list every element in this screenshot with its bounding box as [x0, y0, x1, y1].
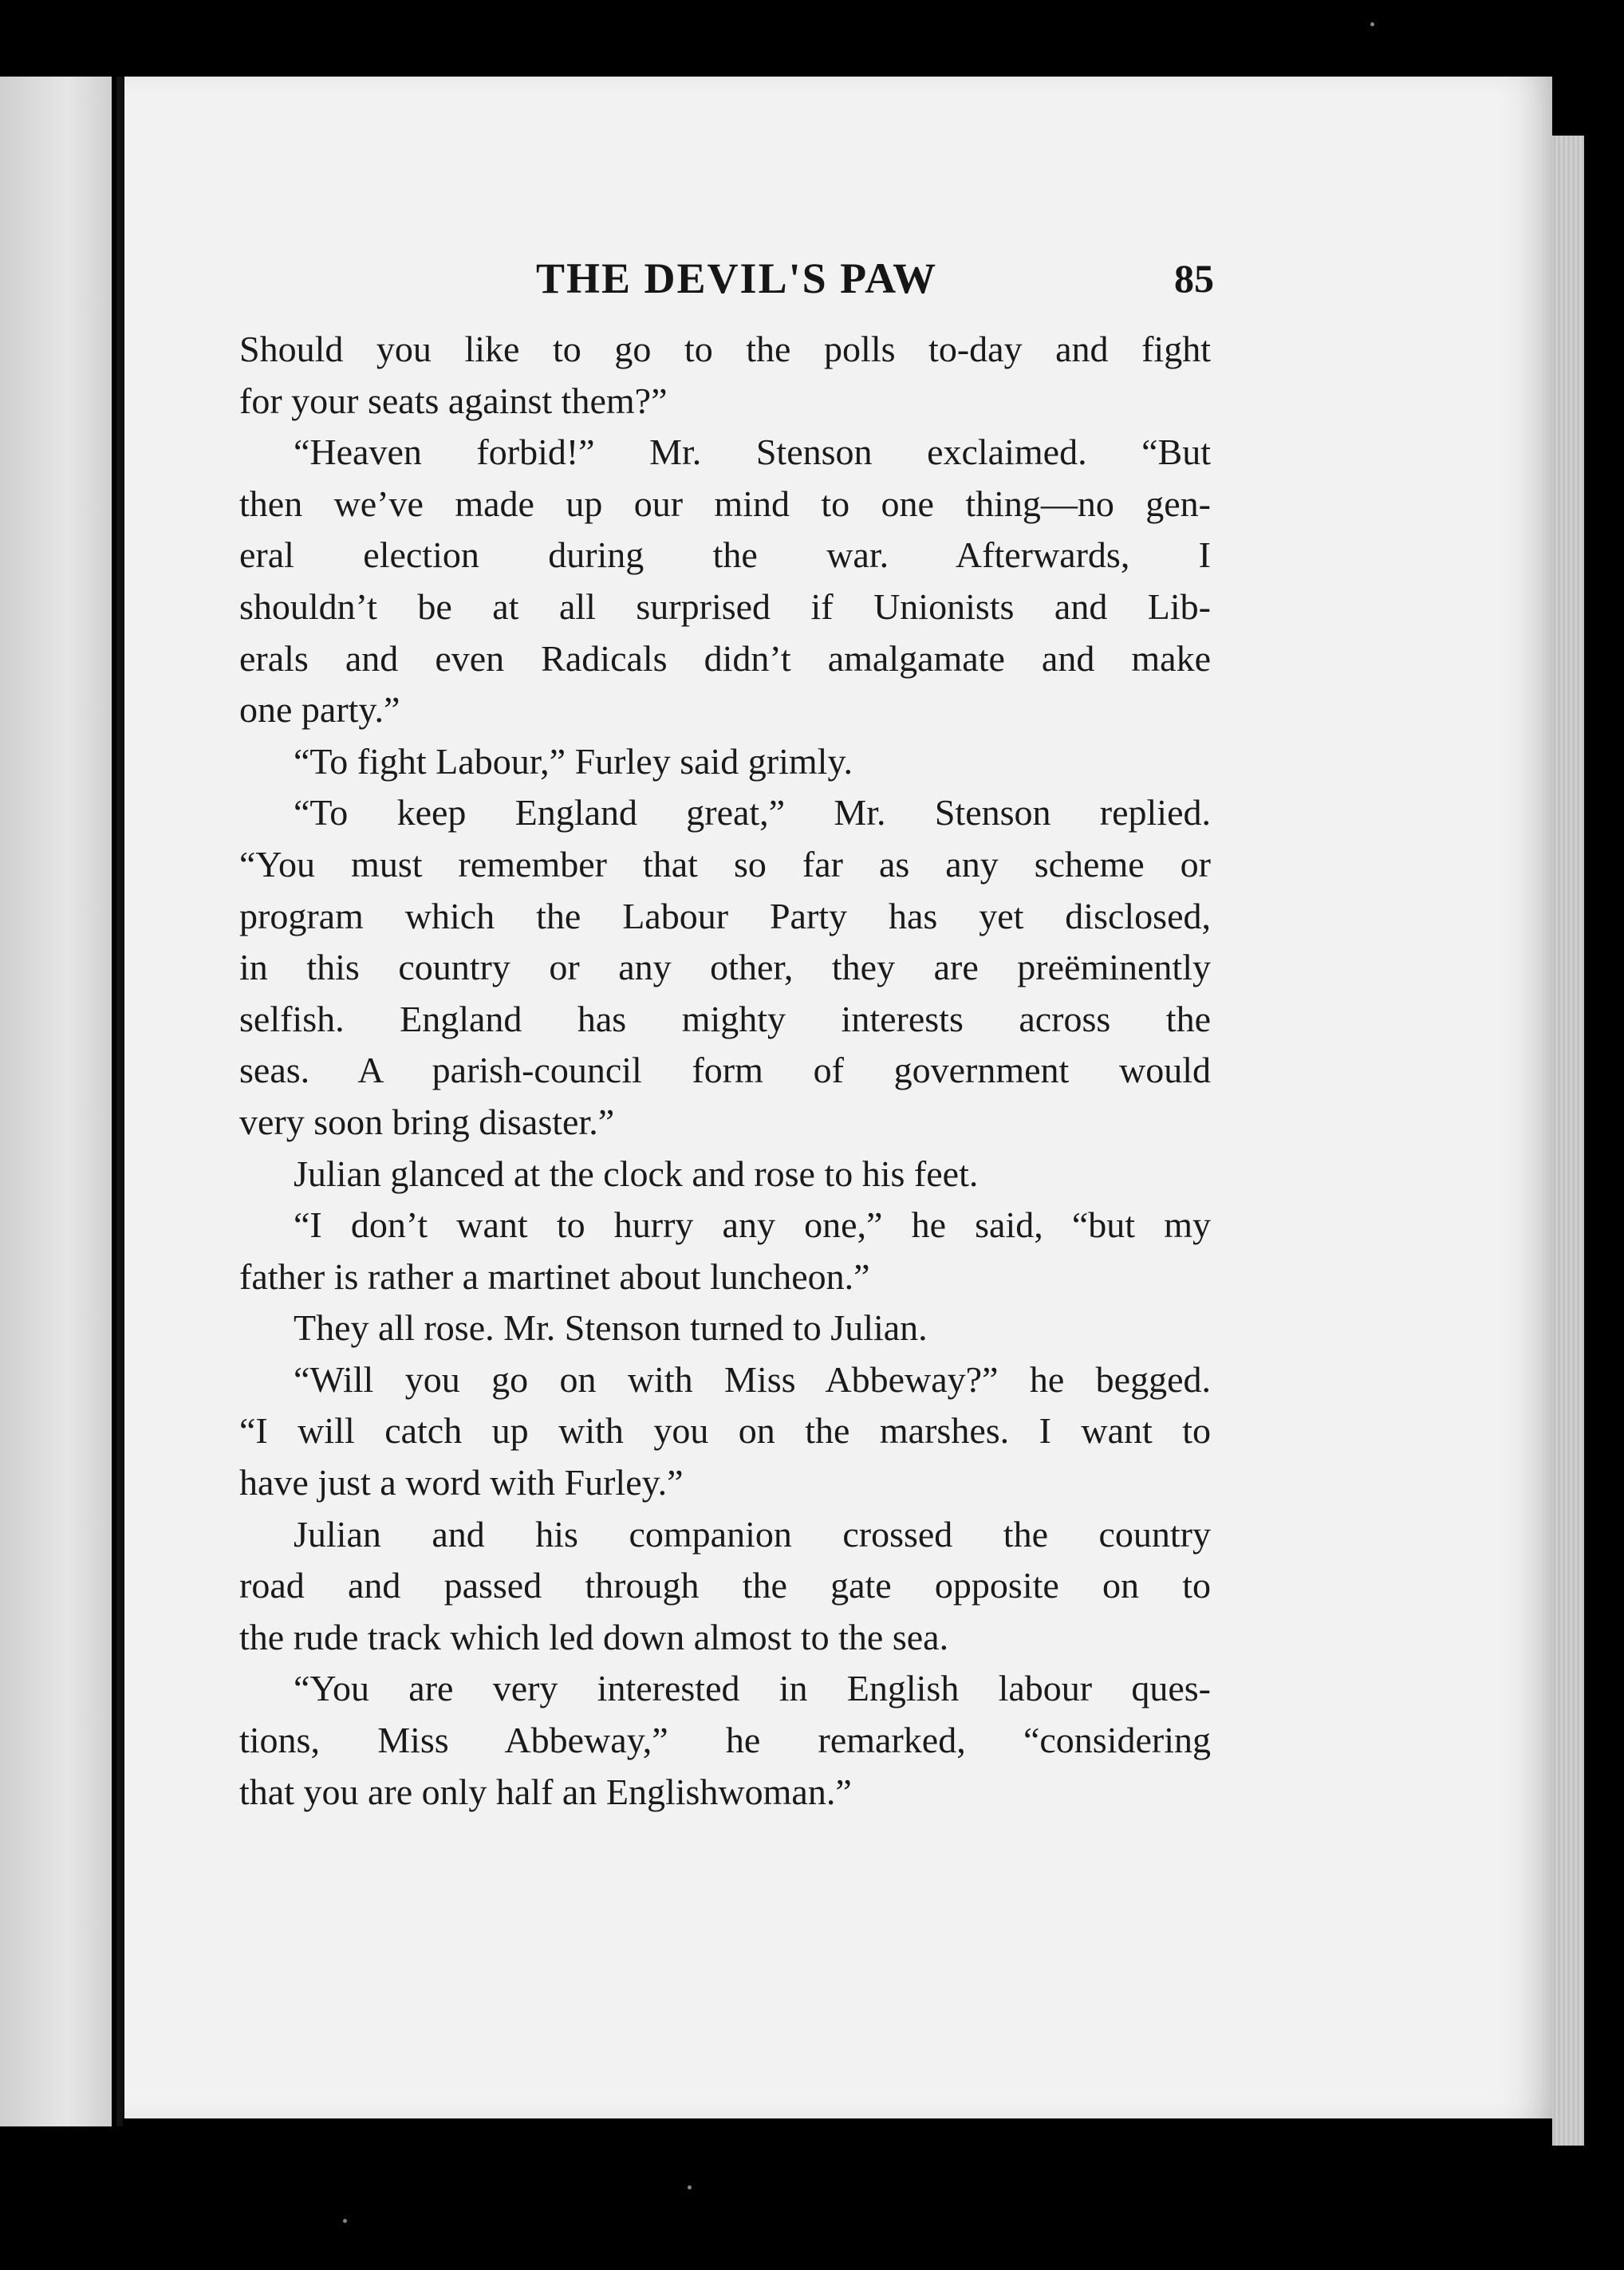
- text-line: “You must remember that so far as any scheme or: [239, 843, 1211, 885]
- text-line: road and passed through the gate opposite on to: [239, 1565, 1211, 1606]
- dust-speck: [343, 2219, 347, 2223]
- running-head-title: THE DEVIL'S PAW: [536, 254, 938, 302]
- text-line: seas. A parish-council form of government would: [239, 1050, 1211, 1091]
- text-line: father is rather a martinet about luncheon.”: [239, 1255, 870, 1297]
- text-line: erals and even Radicals didn’t amalgamate and make: [239, 637, 1211, 679]
- text-line: eral election during the war. Afterwards, I: [239, 534, 1211, 576]
- text-line: They all rose. Mr. Stenson turned to Julian.: [294, 1307, 928, 1349]
- text-line: program which the Labour Party has yet disclosed,: [239, 895, 1211, 936]
- text-line: “Heaven forbid!” Mr. Stenson exclaimed. “But: [294, 432, 1211, 473]
- text-line: one party.”: [239, 689, 400, 731]
- dust-speck: [688, 2185, 692, 2189]
- text-line: shouldn’t be at all surprised if Unionists and Lib-: [239, 585, 1211, 627]
- text-line: “I don’t want to hurry any one,” he said, “but my: [294, 1204, 1211, 1246]
- text-line: Should you like to go to the polls to-day and fight: [239, 329, 1211, 369]
- text-line: in this country or any other, they are preëminently: [239, 947, 1211, 988]
- text-line: for your seats against them?”: [239, 380, 668, 421]
- text-line: that you are only half an Englishwoman.”: [239, 1771, 852, 1812]
- text-line: “I will catch up with you on the marshes. I want to: [239, 1410, 1211, 1452]
- page-number: 85: [1174, 256, 1214, 301]
- body-text: [239, 324, 1211, 1818]
- text-line: have just a word with Furley.”: [239, 1462, 684, 1503]
- text-line: then we’ve made up our mind to one thing—no gen-: [239, 483, 1211, 524]
- page-stack-edge: [1552, 136, 1584, 2146]
- book-gutter: [116, 77, 123, 2126]
- dust-speck: [1370, 22, 1374, 26]
- text-line: the rude track which led down almost to the sea.: [239, 1616, 949, 1657]
- text-line: tions, Miss Abbeway,” he remarked, “considering: [239, 1720, 1211, 1761]
- text-line: “You are very interested in English labour ques-: [294, 1668, 1211, 1709]
- text-line: “To fight Labour,” Furley said grimly.: [294, 740, 853, 782]
- text-line: Julian glanced at the clock and rose to his feet.: [294, 1153, 979, 1194]
- text-line: selfish. England has mighty interests across the: [239, 998, 1211, 1039]
- text-line: “Will you go on with Miss Abbeway?” he begged.: [294, 1358, 1211, 1400]
- text-line: “To keep England great,” Mr. Stenson replied.: [294, 792, 1211, 834]
- text-line: Julian and his companion crossed the country: [294, 1513, 1211, 1555]
- text-line: very soon bring disaster.”: [239, 1101, 615, 1142]
- facing-page-edge: [0, 77, 112, 2126]
